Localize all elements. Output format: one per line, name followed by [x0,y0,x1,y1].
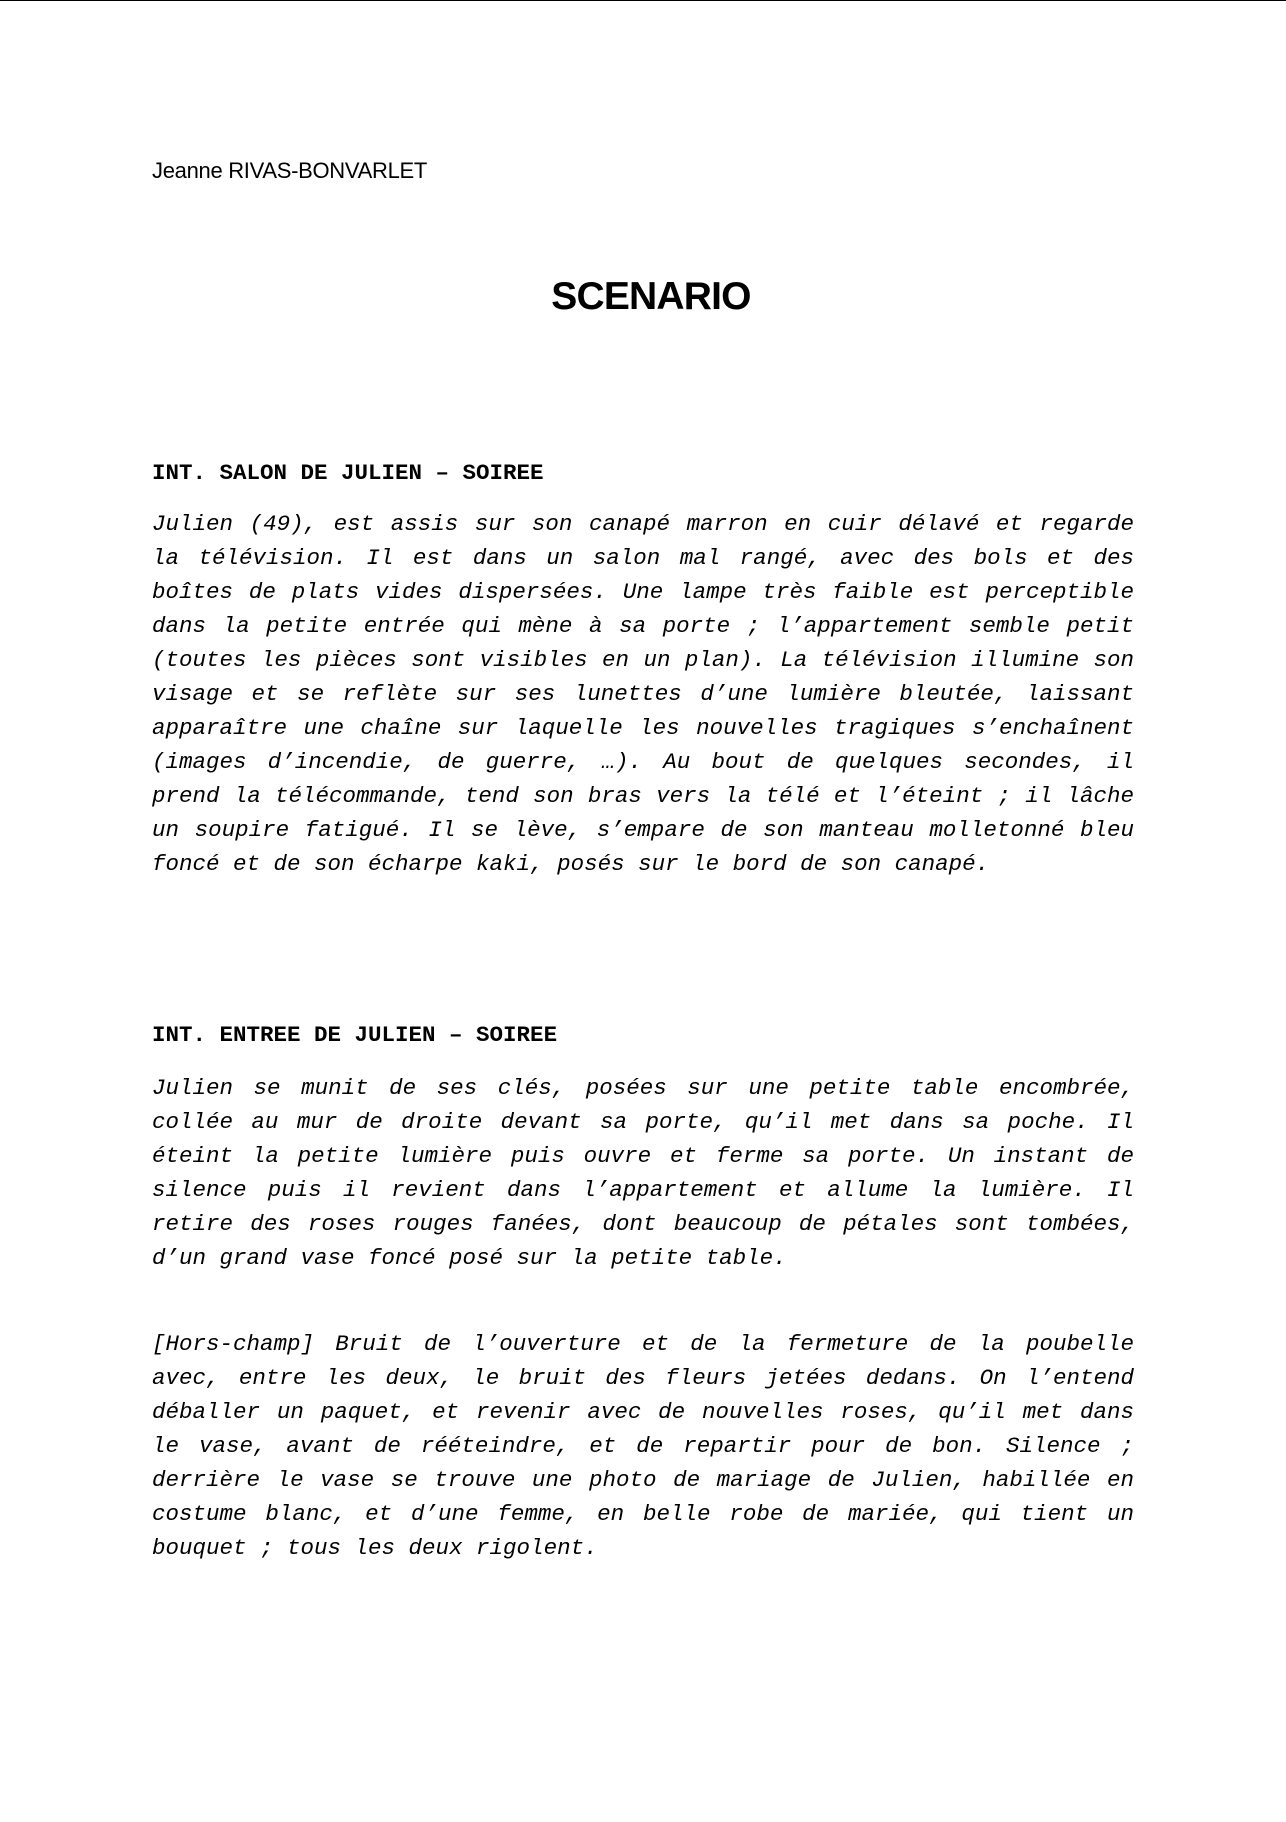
scene-heading-entree: INT. ENTREE DE JULIEN – SOIREE [152,1022,558,1048]
action-paragraph: [Hors-champ] Bruit de l’ouverture et de la fermeture de la poubelle avec, entre les deux, le bruit des fleurs jetées dedans. On l’entend déballer un paquet, et revenir avec de nouvelles roses, qu’il met dans le vase, avant de rééteindre, et de repartir pour de bon. Silence ; derrière le vase se trouve une photo de mariage de Julien, habillée en costume blanc, et d’une femme, en belle robe de mariée, qui tient un bouquet ; tous les deux rigolent. [152,1331,1134,1561]
scene-heading-salon: INT. SALON DE JULIEN – SOIREE [152,460,544,486]
action-paragraph: Julien (49), est assis sur son canapé marron en cuir délavé et regarde la télévision. Il est dans un salon mal rangé, avec des bols et des boîtes de plats vides dispersées. Une lampe très faible est perceptible dans la petite entrée qui mène à sa porte ; l’appartement semble petit (toutes les pièces sont visibles en un plan). La télévision illumine son visage et se reflète sur ses lunettes d’une lumière bleutée, laissant apparaître une chaîne sur laquelle les nouvelles tragiques s’enchaînent (images d’incendie, de guerre, …). Au bout de quelques secondes, il prend la télécommande, tend son bras vers la télé et l’éteint ; il lâche un soupire fatigué. Il se lève, s’empare de son manteau molletonné bleu foncé et de son écharpe kaki, posés sur le bord de son canapé. [152,511,1134,877]
document-title: SCENARIO [551,275,751,318]
author-name: Jeanne RIVAS-BONVARLET [152,158,428,183]
action-paragraph: Julien se munit de ses clés, posées sur une petite table encombrée, collée au mur de droite devant sa porte, qu’il met dans sa poche. Il éteint la petite lumière puis ouvre et ferme sa porte. Un instant de silence puis il revient dans l’appartement et allume la lumière. Il retire des roses rouges fanées, dont beaucoup de pétales sont tombées, d’un grand vase foncé posé sur la petite table. [152,1075,1134,1271]
top-border-rule [0,0,1286,1]
